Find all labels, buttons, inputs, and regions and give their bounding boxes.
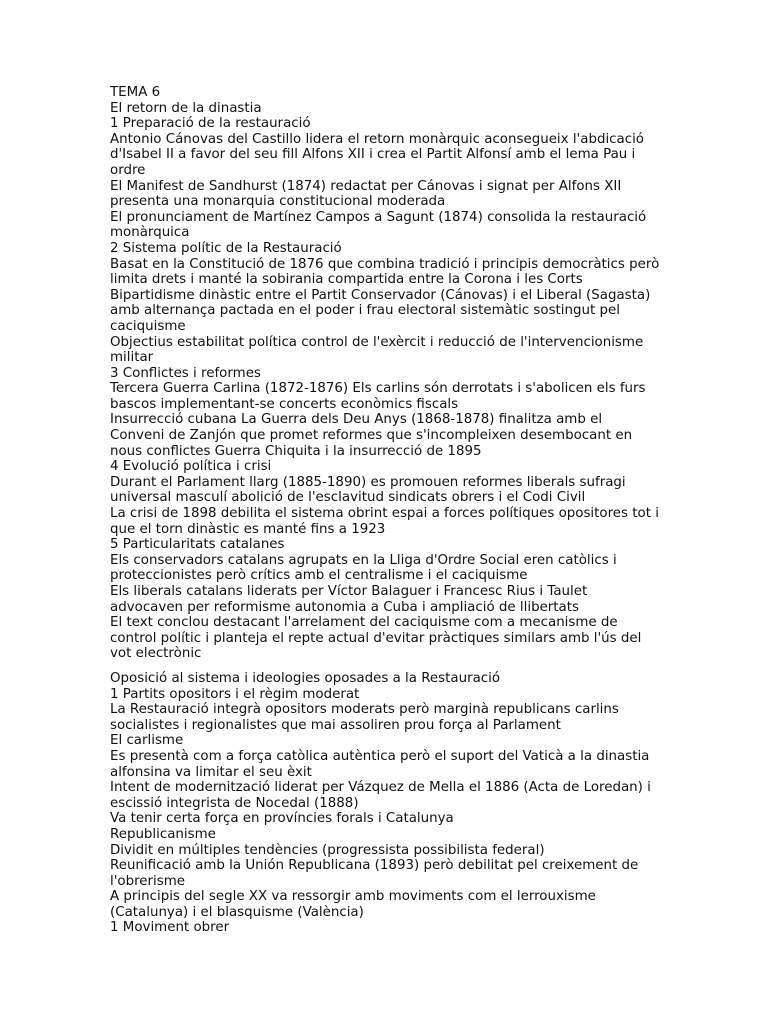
paragraph: El pronunciament de Martínez Campos a Sagunt (1874) consolida la restauració monàrquica xyxy=(110,209,647,241)
heading-title: El retorn de la dinastia xyxy=(110,100,262,116)
subheading: 3 Conflictes i reformes xyxy=(110,365,261,381)
subheading: El carlisme xyxy=(110,733,184,749)
paragraph: Reunificació amb la Unión Republicana (1893) però debilitat pel creixement de l'obrerisme xyxy=(110,858,639,889)
paragraph: Durant el Parlament llarg (1885-1890) es promouen reformes liberals sufragi universal masculí abolició de l'esclavitud sindicats obrers i el Codi Civil xyxy=(110,474,626,506)
paragraph: Antonio Cánovas del Castillo lidera el retorn monàrquic aconsegueix l'abdicació d'Isabel II a favor del seu fill Alfons XII i crea el Partit Alfonsí amb el lema Pau i ordre xyxy=(110,131,645,178)
paragraph: Intent de modernització liderat per Vázquez de Mella el 1886 (Acta de Loredan) i escissió integrista de Nocedal (1888) xyxy=(110,780,651,811)
paragraph: Insurrecció cubana La Guerra dels Deu Anys (1868-1878) finalitza amb el Conveni de Zanjón que promet reformes que s'incompleixen desembocant en nous conflictes Guerra Chiquita i la insurrecció de 1895 xyxy=(110,412,633,459)
paragraph: Basat en la Constitució de 1876 que combina tradició i principis democràtics però limita drets i manté la sobirania compartida entre la Corona i les Corts xyxy=(110,256,660,288)
paragraph: Es presentà com a força catòlica autèntica però el suport del Vaticà a la dinastia alfonsina va limitar el seu èxit xyxy=(110,748,650,780)
paragraph: Bipartidisme dinàstic entre el Partit Conservador (Cánovas) i el Liberal (Sagasta) amb alternança pactada en el poder i frau electoral sistemàtic sostingut pel caciquisme xyxy=(110,287,651,334)
paragraph: La Restauració integrà opositors moderats però marginà republicans carlins socialistes i regionalistes que mai assoliren prou força al Parlament xyxy=(110,702,619,733)
subheading: 1 Preparació de la restauració xyxy=(110,116,311,132)
section-restauracio xyxy=(110,85,660,662)
heading-tema: TEMA 6 xyxy=(110,85,161,100)
section-title: Oposició al sistema i ideologies oposades a la Restauració xyxy=(110,670,501,686)
paragraph: Objectius estabilitat política control de l'exèrcit i reducció de l'intervencionisme militar xyxy=(110,334,644,366)
section-oposicio xyxy=(110,671,660,936)
paragraph: El text conclou destacant l'arrelament del caciquisme com a mecanisme de control polític i planteja el repte actual d'evitar pràctiques similars amb l'ús del vot electrònic xyxy=(110,615,642,662)
subheading: 1 Partits opositors i el règim moderat xyxy=(110,686,360,702)
subheading: 4 Evolució política i crisi xyxy=(110,459,272,475)
paragraph: Tercera Guerra Carlina (1872-1876) Els carlins són derrotats i s'abolicen els furs bascos implementant-se concerts econòmics fiscals xyxy=(110,381,646,412)
subheading: 5 Particularitats catalanes xyxy=(110,537,285,553)
paragraph: Els conservadors catalans agrupats en la Lliga d'Ordre Social eren catòlics i proteccionistes però crítics amb el centralisme i el caciquisme xyxy=(110,552,617,584)
paragraph: Dividit en múltiples tendències (progressista possibilista federal) xyxy=(110,842,545,858)
paragraph: A principis del segle XX va ressorgir amb moviments com el lerrouxisme (Catalunya) i el blasquisme (València) xyxy=(110,889,596,920)
subheading: 2 Sistema polític de la Restauració xyxy=(110,240,342,256)
subheading: Republicanisme xyxy=(110,826,216,842)
paragraph: La crisi de 1898 debilita el sistema obrint espai a forces polítiques opositores tot i que el torn dinàstic es manté fins a 1923 xyxy=(110,506,659,537)
paragraph: Va tenir certa força en províncies forals i Catalunya xyxy=(110,811,454,827)
paragraph: Els liberals catalans liderats per Víctor Balaguer i Francesc Rius i Taulet advocaven per reformisme autonomia a Cuba i ampliació de llibertats xyxy=(110,584,588,615)
document-page xyxy=(110,85,660,936)
subheading: 1 Moviment obrer xyxy=(110,920,230,936)
paragraph: El Manifest de Sandhurst (1874) redactat per Cánovas i signat per Alfons XII presenta una monarquia constitucional moderada xyxy=(110,178,622,210)
